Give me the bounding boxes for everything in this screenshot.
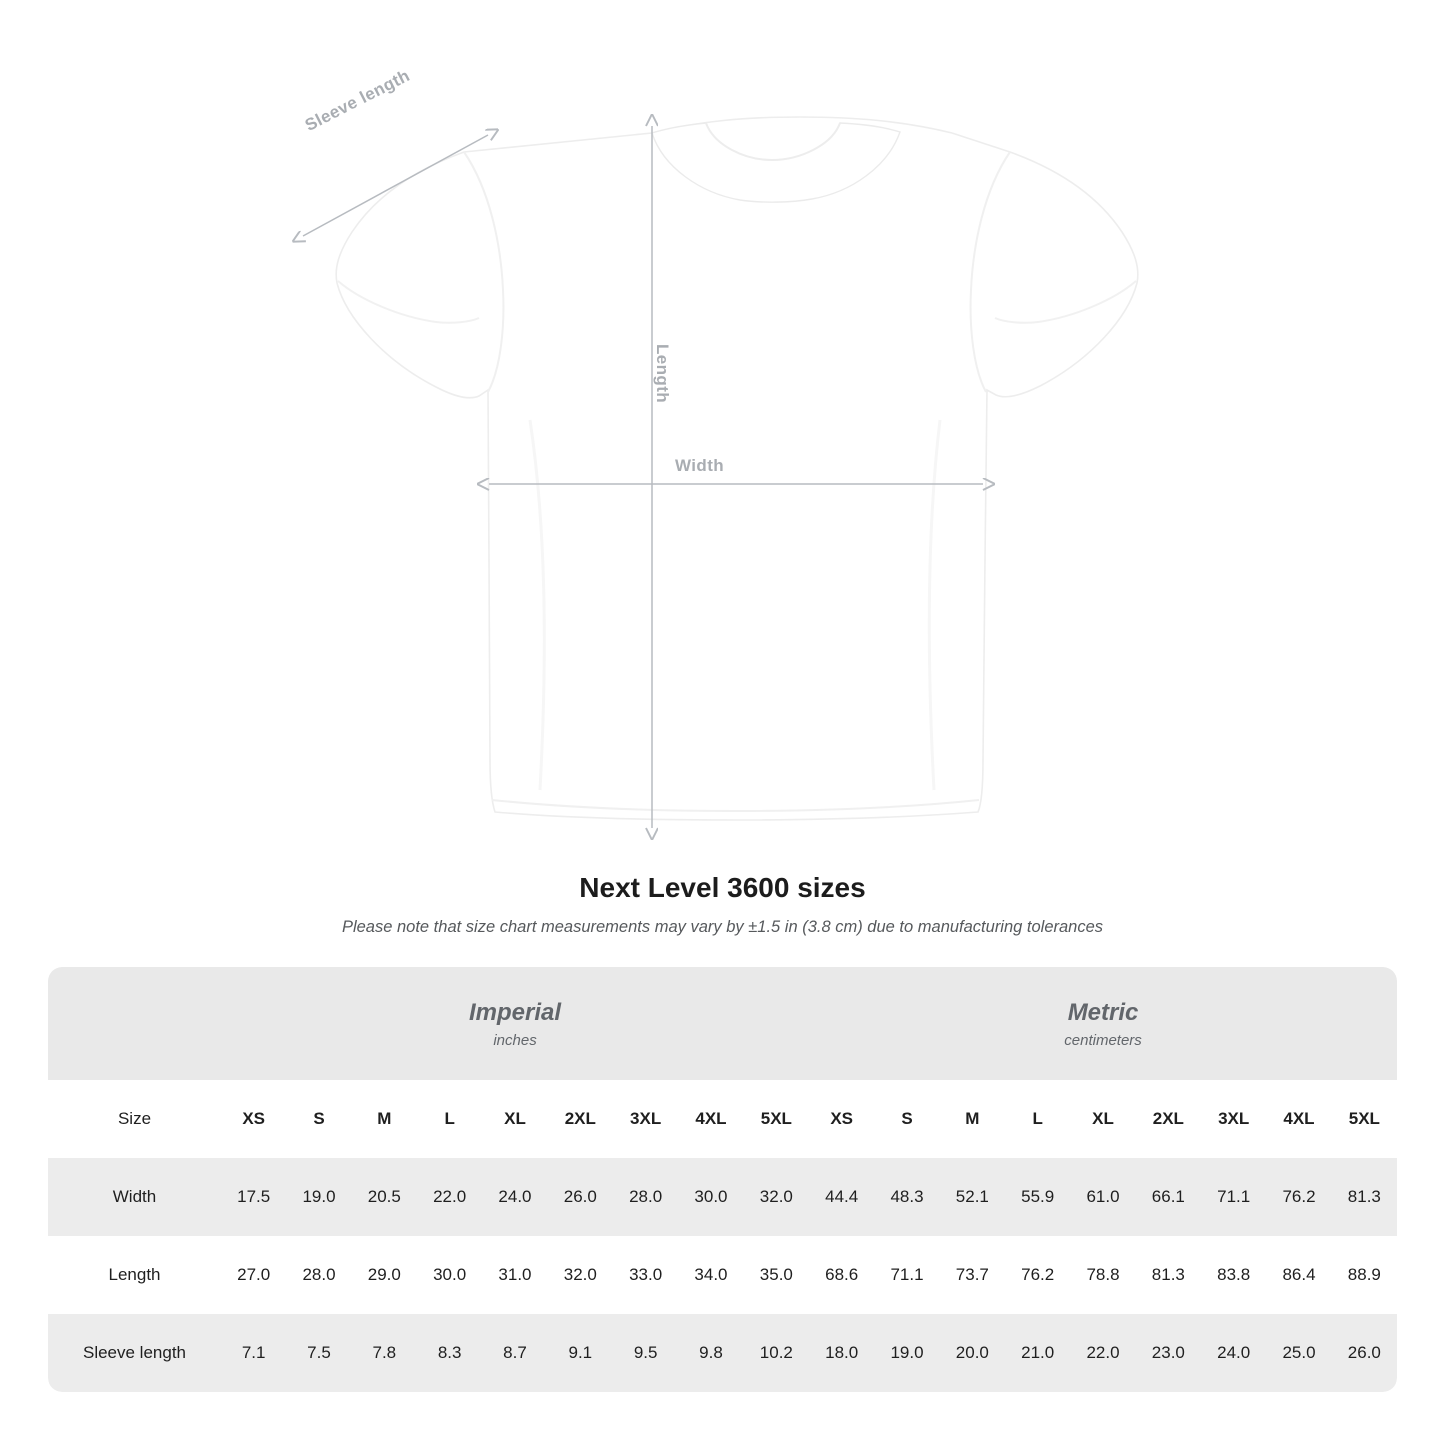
sleeve-length-label: Sleeve length <box>302 65 413 135</box>
unit-imperial <box>221 967 809 1080</box>
cell-length-6: 33.0 <box>613 1236 678 1314</box>
cell-length-4: 31.0 <box>482 1236 547 1314</box>
cell-width-15: 71.1 <box>1201 1158 1266 1236</box>
cell-sleeve-9: 18.0 <box>809 1314 874 1392</box>
size-col-3xl-imperial: 3XL <box>613 1080 678 1158</box>
cell-sleeve-14: 23.0 <box>1136 1314 1201 1392</box>
cell-length-11: 73.7 <box>940 1236 1005 1314</box>
cell-length-0: 27.0 <box>221 1236 286 1314</box>
cell-sleeve-13: 22.0 <box>1070 1314 1135 1392</box>
cell-sleeve-15: 24.0 <box>1201 1314 1266 1392</box>
cell-width-1: 19.0 <box>286 1158 351 1236</box>
cell-length-16: 86.4 <box>1266 1236 1331 1314</box>
cell-sleeve-17: 26.0 <box>1332 1314 1397 1392</box>
cell-sleeve-11: 20.0 <box>940 1314 1005 1392</box>
cell-length-15: 83.8 <box>1201 1236 1266 1314</box>
cell-length-3: 30.0 <box>417 1236 482 1314</box>
size-col-3xl-metric: 3XL <box>1201 1080 1266 1158</box>
cell-sleeve-6: 9.5 <box>613 1314 678 1392</box>
table-row-length <box>48 1236 1397 1314</box>
unit-header-row <box>48 967 1397 1080</box>
cell-width-17: 81.3 <box>1332 1158 1397 1236</box>
unit-corner-cell <box>48 967 221 1080</box>
unit-metric-sub: centimeters <box>1064 1032 1142 1049</box>
size-col-xl-metric: XL <box>1070 1080 1135 1158</box>
size-table <box>48 967 1397 1392</box>
cell-width-4: 24.0 <box>482 1158 547 1236</box>
row-label-width: Width <box>48 1158 221 1236</box>
cell-width-11: 52.1 <box>940 1158 1005 1236</box>
cell-width-6: 28.0 <box>613 1158 678 1236</box>
cell-length-14: 81.3 <box>1136 1236 1201 1314</box>
cell-width-2: 20.5 <box>352 1158 417 1236</box>
cell-length-9: 68.6 <box>809 1236 874 1314</box>
cell-sleeve-8: 10.2 <box>744 1314 809 1392</box>
page-title: Next Level 3600 sizes <box>579 872 866 903</box>
size-col-s-imperial: S <box>286 1080 351 1158</box>
row-label-sleeve-length: Sleeve length <box>48 1314 221 1392</box>
cell-width-7: 30.0 <box>678 1158 743 1236</box>
cell-length-10: 71.1 <box>874 1236 939 1314</box>
cell-width-16: 76.2 <box>1266 1158 1331 1236</box>
size-col-l-metric: L <box>1005 1080 1070 1158</box>
cell-sleeve-4: 8.7 <box>482 1314 547 1392</box>
size-col-xs-imperial: XS <box>221 1080 286 1158</box>
size-label-cell: Size <box>48 1080 221 1158</box>
cell-width-3: 22.0 <box>417 1158 482 1236</box>
size-col-xs-metric: XS <box>809 1080 874 1158</box>
cell-length-17: 88.9 <box>1332 1236 1397 1314</box>
tolerance-note: Please note that size chart measurements may vary by ±1.5 in (3.8 cm) due to manufacturing tolerances <box>341 918 1104 936</box>
title-block <box>0 872 1445 937</box>
unit-metric-name: Metric <box>1067 999 1139 1026</box>
cell-length-2: 29.0 <box>352 1236 417 1314</box>
cell-length-12: 76.2 <box>1005 1236 1070 1314</box>
unit-imperial-name: Imperial <box>468 999 562 1026</box>
unit-imperial-sub: inches <box>493 1032 537 1049</box>
cell-width-13: 61.0 <box>1070 1158 1135 1236</box>
size-col-xl-imperial: XL <box>482 1080 547 1158</box>
cell-sleeve-10: 19.0 <box>874 1314 939 1392</box>
row-label-length: Length <box>48 1236 221 1314</box>
cell-width-0: 17.5 <box>221 1158 286 1236</box>
cell-length-7: 34.0 <box>678 1236 743 1314</box>
width-label: Width <box>675 456 725 475</box>
tshirt-shape <box>336 117 1138 820</box>
cell-length-5: 32.0 <box>548 1236 613 1314</box>
table-row-sleeve-length <box>48 1314 1397 1392</box>
cell-sleeve-7: 9.8 <box>678 1314 743 1392</box>
size-col-4xl-imperial: 4XL <box>678 1080 743 1158</box>
cell-width-8: 32.0 <box>744 1158 809 1236</box>
unit-metric <box>809 967 1397 1080</box>
table-row-width <box>48 1158 1397 1236</box>
cell-length-13: 78.8 <box>1070 1236 1135 1314</box>
size-col-m-imperial: M <box>352 1080 417 1158</box>
cell-sleeve-3: 8.3 <box>417 1314 482 1392</box>
size-col-5xl-imperial: 5XL <box>744 1080 809 1158</box>
size-col-5xl-metric: 5XL <box>1332 1080 1397 1158</box>
cell-width-14: 66.1 <box>1136 1158 1201 1236</box>
size-col-s-metric: S <box>874 1080 939 1158</box>
cell-width-9: 44.4 <box>809 1158 874 1236</box>
size-col-2xl-metric: 2XL <box>1136 1080 1201 1158</box>
cell-length-8: 35.0 <box>744 1236 809 1314</box>
size-table-wrapper <box>48 967 1397 1392</box>
size-col-m-metric: M <box>940 1080 1005 1158</box>
cell-sleeve-1: 7.5 <box>286 1314 351 1392</box>
size-col-4xl-metric: 4XL <box>1266 1080 1331 1158</box>
size-header-row <box>48 1080 1397 1158</box>
cell-width-12: 55.9 <box>1005 1158 1070 1236</box>
cell-length-1: 28.0 <box>286 1236 351 1314</box>
cell-width-10: 48.3 <box>874 1158 939 1236</box>
size-col-l-imperial: L <box>417 1080 482 1158</box>
cell-width-5: 26.0 <box>548 1158 613 1236</box>
cell-sleeve-12: 21.0 <box>1005 1314 1070 1392</box>
cell-sleeve-0: 7.1 <box>221 1314 286 1392</box>
cell-sleeve-2: 7.8 <box>352 1314 417 1392</box>
cell-sleeve-5: 9.1 <box>548 1314 613 1392</box>
size-col-2xl-imperial: 2XL <box>548 1080 613 1158</box>
length-label: Length <box>653 344 672 404</box>
cell-sleeve-16: 25.0 <box>1266 1314 1331 1392</box>
